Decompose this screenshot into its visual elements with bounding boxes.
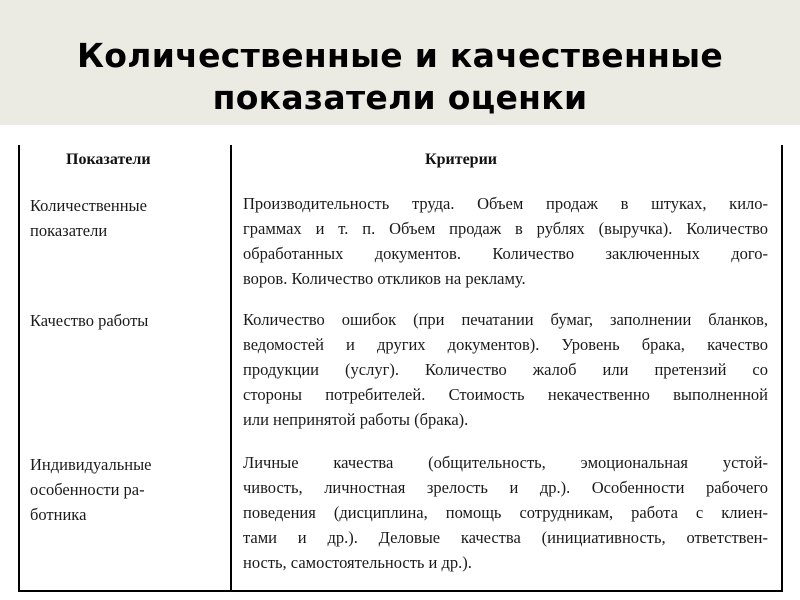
criteria-line: или непринятой работы (брака). — [243, 410, 469, 429]
title-band — [0, 0, 800, 125]
header-criteria: Критерии — [425, 151, 498, 168]
indicator-line: Количественные — [30, 196, 147, 215]
criteria-line: поведения (дисциплина, помощь сотрудникам, работа с клиен- — [243, 503, 768, 522]
table-bottom-border — [18, 590, 783, 592]
criteria-line: Личные качества (общительность, эмоциональная устой- — [243, 453, 768, 472]
criteria-line: Производительность труда. Объем продаж в штуках, кило- — [243, 194, 768, 213]
indicator-line: особенности ра- — [30, 480, 145, 499]
criteria-line: чивость, личностная зрелость и др.). Особенности рабочего — [243, 478, 768, 497]
slide-title-line-2: показатели оценки — [212, 78, 588, 117]
header-indicators: Показатели — [66, 151, 151, 168]
criteria-line: стороны потребителей. Стоимость некачественно выполненной — [243, 385, 768, 404]
table-right-border — [781, 145, 783, 592]
indicator-line: показатели — [30, 221, 108, 240]
slide-title-line-1: Количественные и качественные — [76, 36, 724, 75]
indicator-line: Индивидуальные — [30, 455, 152, 474]
indicator-line: ботника — [30, 505, 87, 524]
table-column-divider — [230, 145, 232, 592]
criteria-line: граммах и т. п. Объем продаж в рублях (выручка). Количество — [243, 219, 768, 238]
criteria-line: ность, самостоятельность и др.). — [243, 553, 472, 572]
criteria-line: продукции (услуг). Количество жалоб или претензий со — [243, 360, 768, 379]
indicator-line: Качество работы — [30, 311, 149, 330]
criteria-line: тами и др.). Деловые качества (инициативность, ответствен- — [243, 528, 768, 547]
table-left-border — [18, 145, 20, 592]
criteria-line: обработанных документов. Количество заключенных дого- — [243, 244, 768, 263]
criteria-line: Количество ошибок (при печатании бумаг, заполнении бланков, — [243, 310, 768, 329]
criteria-line: ведомостей и других документов). Уровень брака, качество — [243, 335, 768, 354]
criteria-line: воров. Количество откликов на рекламу. — [243, 269, 526, 288]
